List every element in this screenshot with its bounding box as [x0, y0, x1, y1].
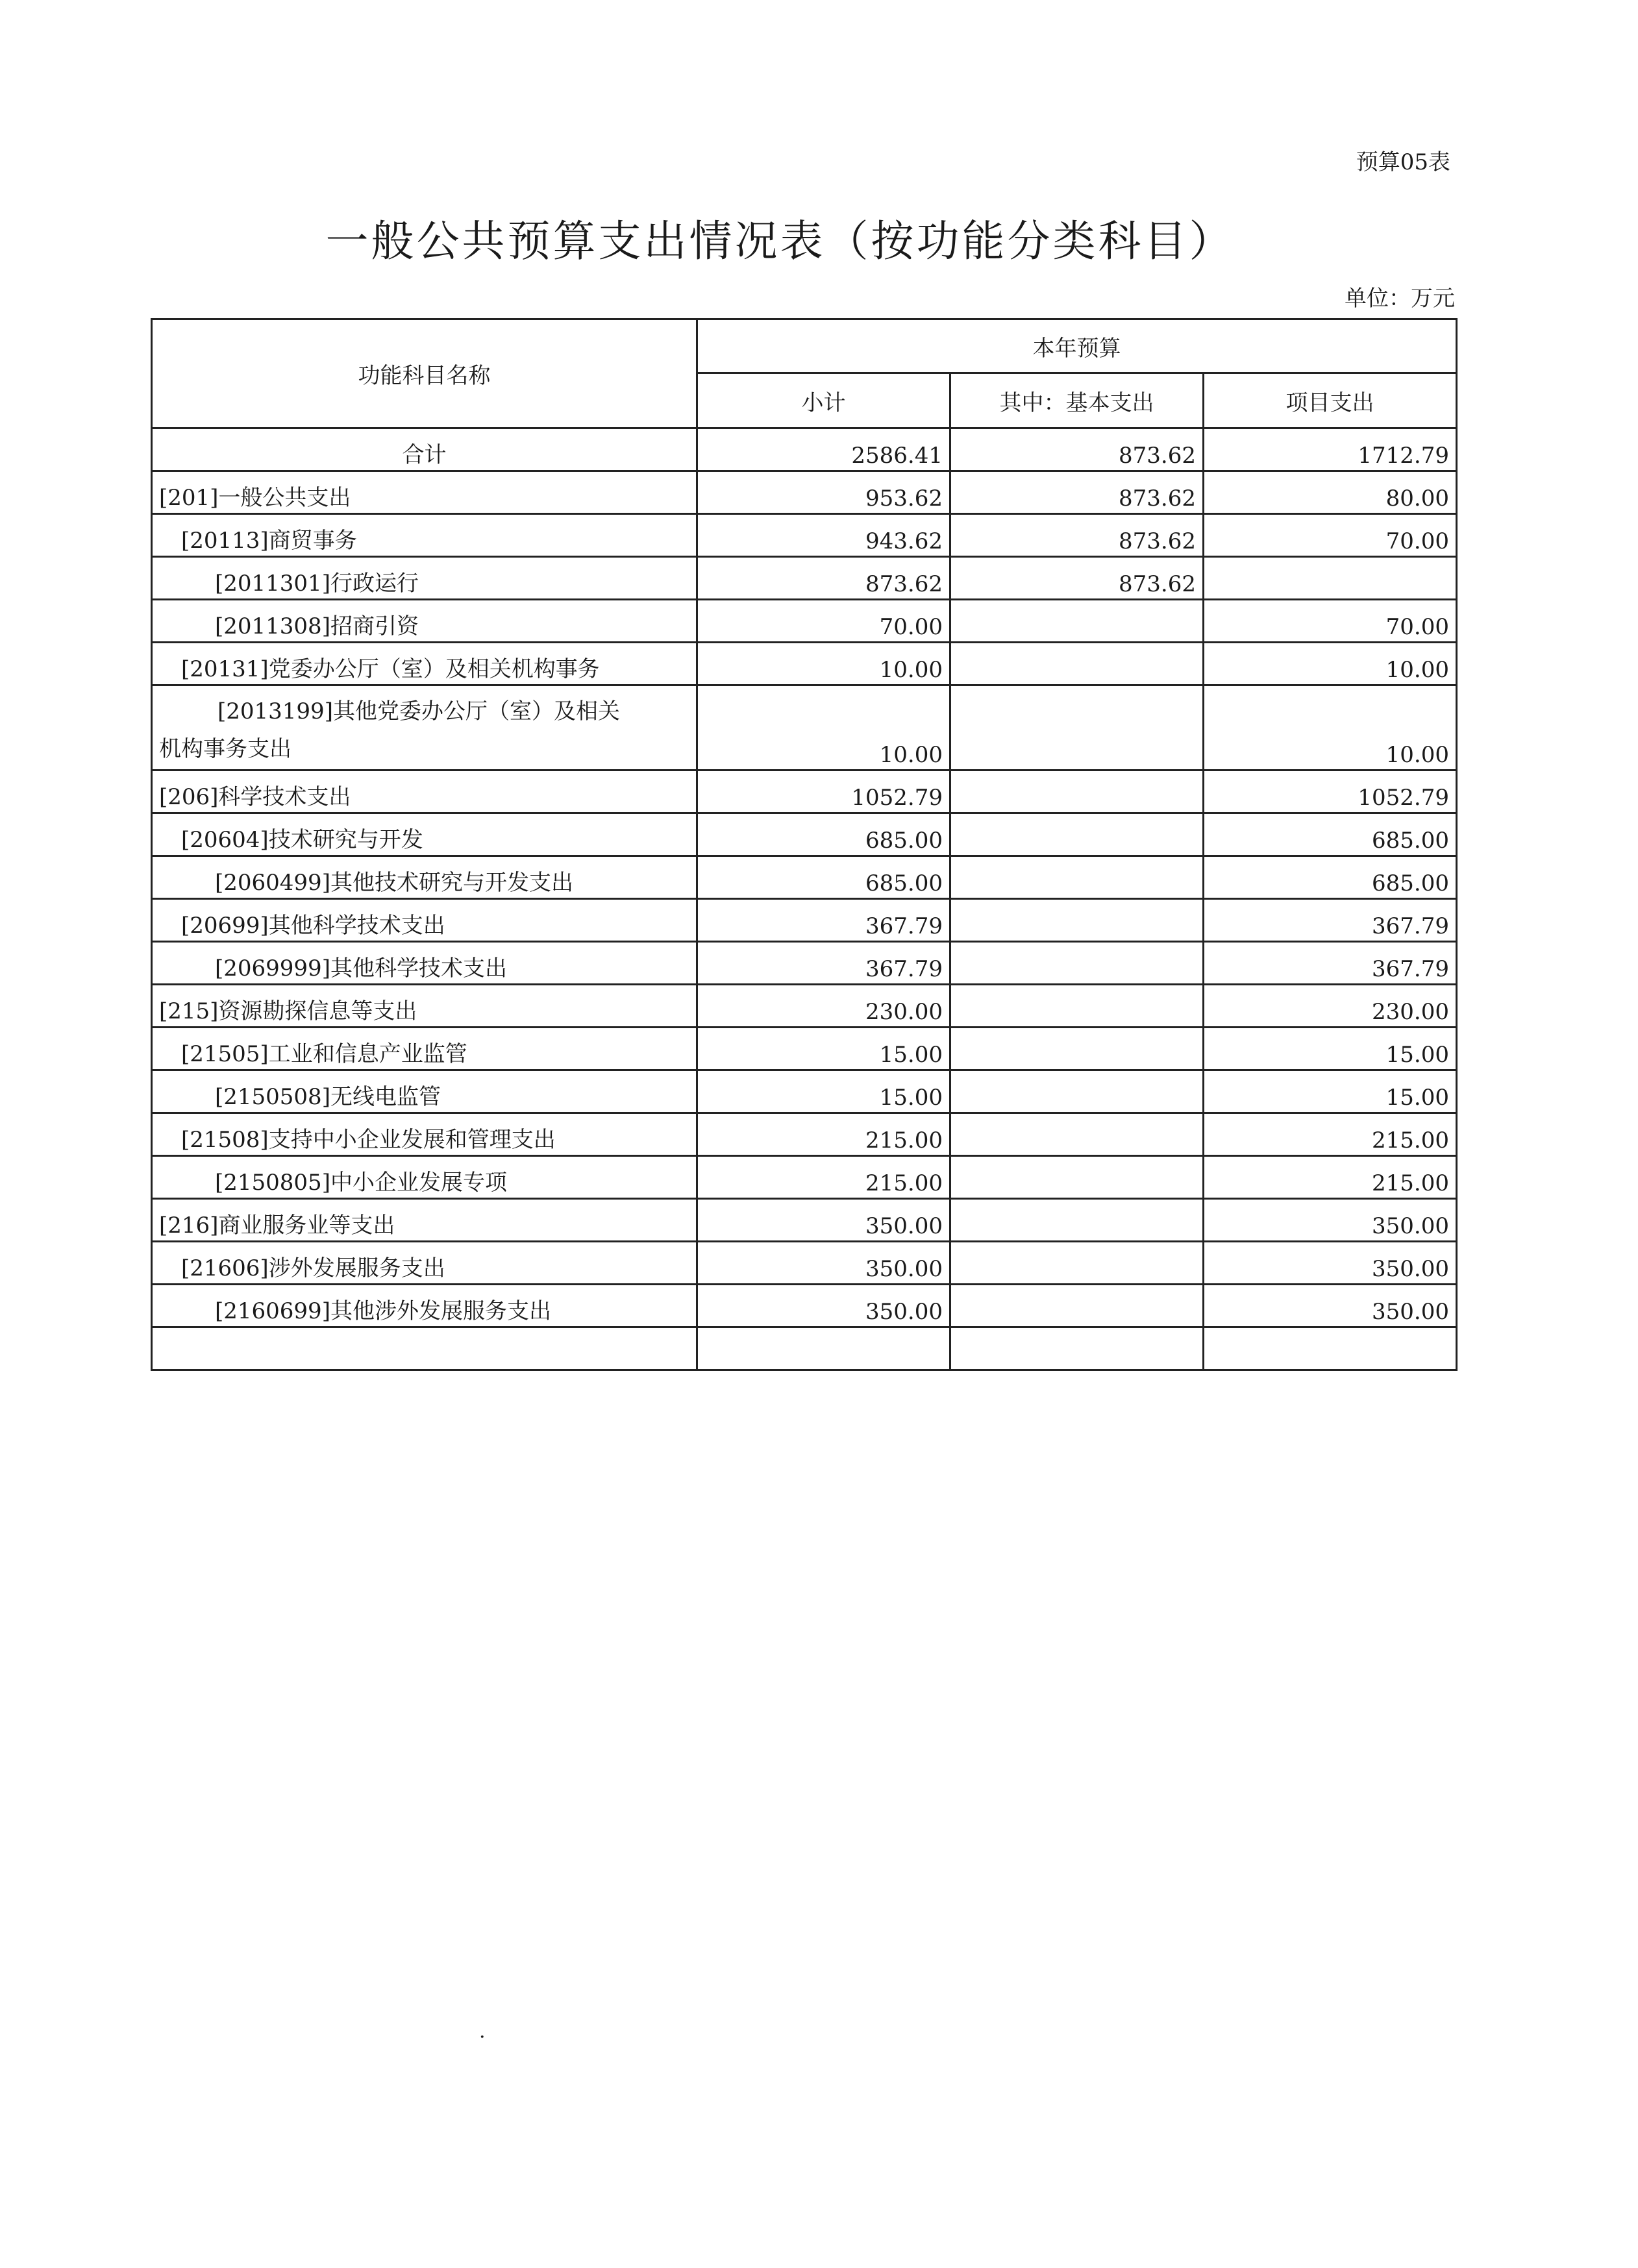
row-name-line1: [2013199]其他党委办公厅（室）及相关 — [217, 698, 620, 724]
row-subtotal — [697, 1327, 950, 1370]
row-name: [20113]商贸事务 — [152, 514, 697, 557]
stray-mark: . — [479, 2020, 486, 2043]
row-project: 350.00 — [1204, 1285, 1457, 1327]
table-row — [152, 471, 1457, 514]
row-subtotal: 685.00 — [697, 856, 950, 899]
row-basic — [950, 643, 1204, 685]
row-project: 15.00 — [1204, 1070, 1457, 1113]
table-row — [152, 685, 1457, 770]
row-subtotal: 943.62 — [697, 514, 950, 557]
row-subtotal: 10.00 — [697, 685, 950, 770]
header-current-year-budget: 本年预算 — [697, 319, 1457, 373]
table-row — [152, 1156, 1457, 1199]
table-row — [152, 557, 1457, 600]
row-basic — [950, 985, 1204, 1028]
row-basic — [950, 1327, 1204, 1370]
row-name: [20131]党委办公厅（室）及相关机构事务 — [152, 643, 697, 685]
header-basic-expenditure: 其中：基本支出 — [950, 373, 1204, 428]
row-name: 合计 — [152, 428, 697, 471]
row-name: [21505]工业和信息产业监管 — [152, 1028, 697, 1070]
row-name: [2060499]其他技术研究与开发支出 — [152, 856, 697, 899]
row-project: 1712.79 — [1204, 428, 1457, 471]
table-row — [152, 1242, 1457, 1285]
row-basic — [950, 1113, 1204, 1156]
table-row — [152, 643, 1457, 685]
row-name: [2011301]行政运行 — [152, 557, 697, 600]
row-project: 350.00 — [1204, 1199, 1457, 1242]
row-name — [152, 685, 697, 770]
row-basic: 873.62 — [950, 514, 1204, 557]
header-name: 功能科目名称 — [152, 319, 697, 428]
unit-label: 单位：万元 — [1345, 286, 1455, 312]
row-subtotal: 15.00 — [697, 1070, 950, 1113]
row-subtotal: 367.79 — [697, 899, 950, 942]
row-name: [2069999]其他科学技术支出 — [152, 942, 697, 985]
row-project: 1052.79 — [1204, 770, 1457, 813]
row-basic — [950, 770, 1204, 813]
table-row — [152, 856, 1457, 899]
row-basic — [950, 1242, 1204, 1285]
row-name: [2160699]其他涉外发展服务支出 — [152, 1285, 697, 1327]
table-row — [152, 899, 1457, 942]
row-name: [201]一般公共支出 — [152, 471, 697, 514]
row-subtotal: 215.00 — [697, 1156, 950, 1199]
table-row — [152, 1199, 1457, 1242]
row-name — [152, 1327, 697, 1370]
row-name: [20604]技术研究与开发 — [152, 813, 697, 856]
row-name: [2150508]无线电监管 — [152, 1070, 697, 1113]
table-row — [152, 813, 1457, 856]
row-basic: 873.62 — [950, 557, 1204, 600]
table-row — [152, 1113, 1457, 1156]
row-basic — [950, 813, 1204, 856]
table-row — [152, 985, 1457, 1028]
row-project: 685.00 — [1204, 813, 1457, 856]
header-subtotal: 小计 — [697, 373, 950, 428]
row-project: 10.00 — [1204, 685, 1457, 770]
form-number: 预算05表 — [1356, 149, 1450, 175]
row-project: 215.00 — [1204, 1113, 1457, 1156]
row-project: 215.00 — [1204, 1156, 1457, 1199]
row-project: 70.00 — [1204, 600, 1457, 643]
row-subtotal: 230.00 — [697, 985, 950, 1028]
row-project: 10.00 — [1204, 643, 1457, 685]
table-row — [152, 1285, 1457, 1327]
row-subtotal: 70.00 — [697, 600, 950, 643]
page-title: 一般公共预算支出情况表（按功能分类科目） — [325, 216, 1235, 266]
table-row — [152, 600, 1457, 643]
row-basic — [950, 899, 1204, 942]
table-row-empty — [152, 1327, 1457, 1370]
row-basic: 873.62 — [950, 428, 1204, 471]
row-basic — [950, 942, 1204, 985]
row-name: [215]资源勘探信息等支出 — [152, 985, 697, 1028]
row-basic — [950, 1070, 1204, 1113]
row-subtotal: 1052.79 — [697, 770, 950, 813]
row-project: 367.79 — [1204, 942, 1457, 985]
row-subtotal: 953.62 — [697, 471, 950, 514]
row-subtotal: 10.00 — [697, 643, 950, 685]
row-project: 70.00 — [1204, 514, 1457, 557]
row-name: [21508]支持中小企业发展和管理支出 — [152, 1113, 697, 1156]
row-basic — [950, 856, 1204, 899]
row-project — [1204, 557, 1457, 600]
table-row — [152, 942, 1457, 985]
table-row-total — [152, 428, 1457, 471]
row-subtotal: 367.79 — [697, 942, 950, 985]
table-row — [152, 1028, 1457, 1070]
row-subtotal: 2586.41 — [697, 428, 950, 471]
budget-table — [151, 318, 1458, 1371]
row-basic — [950, 1199, 1204, 1242]
table-row — [152, 1070, 1457, 1113]
table-row — [152, 770, 1457, 813]
row-subtotal: 15.00 — [697, 1028, 950, 1070]
row-basic — [950, 600, 1204, 643]
row-project: 685.00 — [1204, 856, 1457, 899]
row-basic — [950, 1156, 1204, 1199]
row-subtotal: 685.00 — [697, 813, 950, 856]
row-subtotal: 350.00 — [697, 1242, 950, 1285]
row-project: 350.00 — [1204, 1242, 1457, 1285]
row-project — [1204, 1327, 1457, 1370]
row-name: [2011308]招商引资 — [152, 600, 697, 643]
row-basic — [950, 1285, 1204, 1327]
header-project-expenditure: 项目支出 — [1204, 373, 1457, 428]
row-project: 230.00 — [1204, 985, 1457, 1028]
row-name-line2: 机构事务支出 — [159, 736, 292, 762]
row-basic — [950, 685, 1204, 770]
row-project: 15.00 — [1204, 1028, 1457, 1070]
row-project: 80.00 — [1204, 471, 1457, 514]
row-subtotal: 350.00 — [697, 1199, 950, 1242]
row-name: [20699]其他科学技术支出 — [152, 899, 697, 942]
row-name: [206]科学技术支出 — [152, 770, 697, 813]
table-row — [152, 514, 1457, 557]
row-name: [21606]涉外发展服务支出 — [152, 1242, 697, 1285]
row-subtotal: 873.62 — [697, 557, 950, 600]
row-project: 367.79 — [1204, 899, 1457, 942]
row-subtotal: 215.00 — [697, 1113, 950, 1156]
row-name: [2150805]中小企业发展专项 — [152, 1156, 697, 1199]
row-subtotal: 350.00 — [697, 1285, 950, 1327]
row-basic: 873.62 — [950, 471, 1204, 514]
row-basic — [950, 1028, 1204, 1070]
row-name: [216]商业服务业等支出 — [152, 1199, 697, 1242]
